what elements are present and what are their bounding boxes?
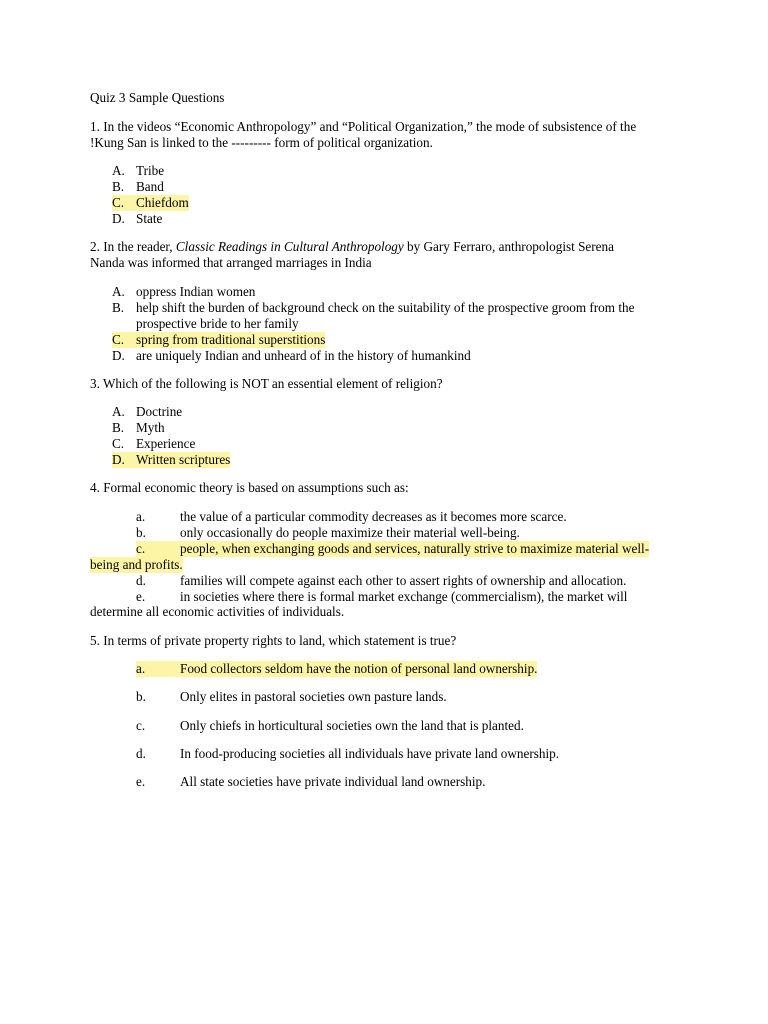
option-label: b. xyxy=(136,689,146,704)
q1-option-d xyxy=(112,211,162,227)
option-text: Food collectors seldom have the notion of personal land ownership. xyxy=(180,661,538,676)
option-label: a. xyxy=(136,509,146,524)
q1-option-b xyxy=(112,179,164,195)
option-text: Tribe xyxy=(136,163,165,178)
q4-option-e xyxy=(136,589,627,605)
option-text: help shift the burden of background check on the suitability of the prospective groom from the xyxy=(136,300,635,315)
option-text: people, when exchanging goods and services, naturally strive to maximize material well- xyxy=(180,541,650,556)
q4-stem: 4. Formal economic theory is based on assumptions such as: xyxy=(90,480,409,495)
option-label: b. xyxy=(136,525,146,540)
q3-stem: 3. Which of the following is NOT an essential element of religion? xyxy=(90,376,443,391)
option-label: B. xyxy=(112,179,125,194)
q4-option-c-continuation: being and profits. xyxy=(90,557,183,572)
option-label: e. xyxy=(136,589,146,604)
option-text: Doctrine xyxy=(136,404,183,419)
option-text: only occasionally do people maximize their material well-being. xyxy=(180,525,520,540)
option-label: C. xyxy=(112,332,125,347)
q2-option-c-highlighted xyxy=(112,332,325,348)
q2-option-a xyxy=(112,284,255,300)
q2-prefix: 2. In the reader, xyxy=(90,239,176,254)
option-text: All state societies have private individual land ownership. xyxy=(180,774,486,789)
option-text: oppress Indian women xyxy=(136,284,256,299)
q4-option-b xyxy=(136,525,520,541)
q2-option-b xyxy=(112,300,634,316)
q5-option-d xyxy=(136,746,559,762)
q1-option-c-highlighted xyxy=(112,195,189,211)
q5-option-b xyxy=(136,689,447,705)
q5-option-c xyxy=(136,718,524,734)
option-label: D. xyxy=(112,348,125,363)
q3-option-c xyxy=(112,436,195,452)
q1-stem-line1: 1. In the videos “Economic Anthropology” and “Political Organization,” the mode of subsistence of the xyxy=(90,119,637,134)
option-text: the value of a particular commodity decreases as it becomes more scarce. xyxy=(180,509,567,524)
option-text: are uniquely Indian and unheard of in the history of humankind xyxy=(136,348,471,363)
option-label: B. xyxy=(112,300,125,315)
q5-option-a-highlighted xyxy=(136,661,537,677)
option-label: A. xyxy=(112,163,125,178)
q2-option-b-continuation: prospective bride to her family xyxy=(136,316,299,331)
option-label: d. xyxy=(136,573,146,588)
option-text: in societies where there is formal market exchange (commercialism), the market will xyxy=(180,589,628,604)
q1-stem-line2: !Kung San is linked to the --------- form of political organization. xyxy=(90,135,433,150)
q5-option-e xyxy=(136,774,485,790)
q3-option-d-highlighted xyxy=(112,452,230,468)
page-title: Quiz 3 Sample Questions xyxy=(90,90,225,105)
option-text: State xyxy=(136,211,163,226)
option-label: C. xyxy=(112,195,125,210)
option-label: e. xyxy=(136,774,146,789)
option-text: Written scriptures xyxy=(136,452,231,467)
option-label: B. xyxy=(112,420,125,435)
q4-option-d xyxy=(136,573,626,589)
q2-book-title: Classic Readings in Cultural Anthropology xyxy=(175,239,404,254)
q5-stem: 5. In terms of private property rights to land, which statement is true? xyxy=(90,633,457,648)
q4-option-c-highlighted xyxy=(136,541,649,557)
option-text: Only elites in pastoral societies own pasture lands. xyxy=(180,689,447,704)
option-label: d. xyxy=(136,746,146,761)
option-label: A. xyxy=(112,284,125,299)
q3-option-b xyxy=(112,420,165,436)
option-label: A. xyxy=(112,404,125,419)
option-text: Myth xyxy=(136,420,165,435)
option-label: a. xyxy=(136,661,146,676)
option-label: c. xyxy=(136,541,146,556)
option-text: In food-producing societies all individuals have private land ownership. xyxy=(180,746,560,761)
q4-option-a xyxy=(136,509,567,525)
option-label: D. xyxy=(112,452,125,467)
option-label: c. xyxy=(136,718,146,733)
option-label: C. xyxy=(112,436,125,451)
q1-option-a xyxy=(112,163,164,179)
option-text: Chiefdom xyxy=(136,195,189,210)
option-text: Only chiefs in horticultural societies own the land that is planted. xyxy=(180,718,524,733)
q2-option-d xyxy=(112,348,471,364)
option-text: families will compete against each other to assert rights of ownership and allocation. xyxy=(180,573,627,588)
option-text: Band xyxy=(136,179,164,194)
option-text: spring from traditional superstitions xyxy=(136,332,326,347)
q2-stem-line2: Nanda was informed that arranged marriages in India xyxy=(90,255,372,270)
q2-suffix: by Gary Ferraro, anthropologist Serena xyxy=(403,239,614,254)
q4-option-e-continuation: determine all economic activities of individuals. xyxy=(90,604,345,619)
q2-stem-line1 xyxy=(90,239,614,255)
q3-option-a xyxy=(112,404,182,420)
option-text: Experience xyxy=(136,436,196,451)
option-label: D. xyxy=(112,211,125,226)
